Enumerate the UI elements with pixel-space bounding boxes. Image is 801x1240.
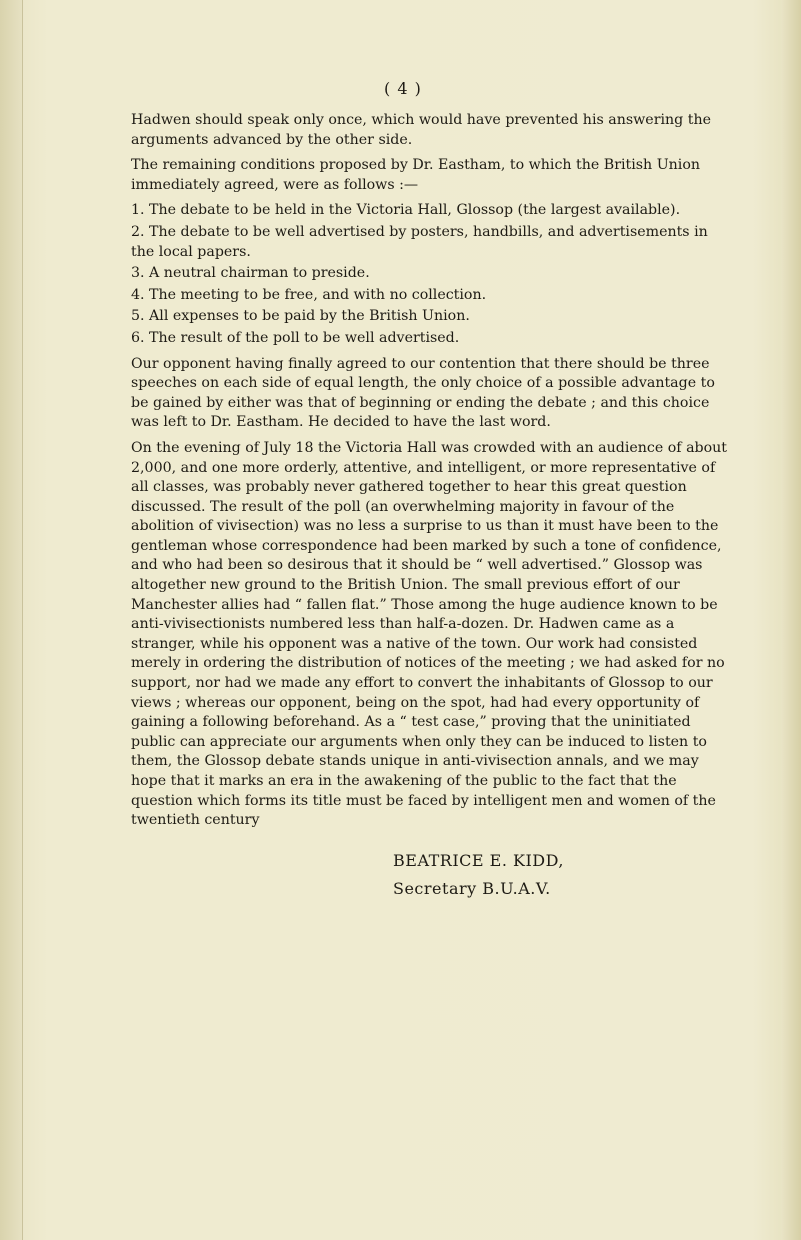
left-page-edge (0, 0, 23, 1240)
condition-item: 1. The debate to be held in the Victoria Hall, Glossop (the largest available). (131, 202, 681, 219)
evening-paragraph: On the evening of July 18 the Victoria Hall was crowded with an audience of about 2,000, and one more orderly, attentive, and intelligent, or more representative of all classes, was probably never gathered together to hear this great question discussed. The result of the poll (an overwhelming majority in favour of the abolition of vivisection) was no less a surprise to us than it must have been to the gentleman whose correspondence had been marked by such a tone of confidence, and who had been so desirous that it should be “ well advertised.” Glossop was altogether new ground to the British Union. The small previous effort of our Manchester allies had “ fallen flat.” Those among the huge audience known to be anti-vivisectionists numbered less than half-a-dozen. Dr. Hadwen came as a stranger, while his opponent was a native of the town. Our work had consisted merely in ordering the distribution of notices of the meeting ; we had asked for no support, nor had we made any effort to convert the inhabitants of Glossop to our views ; whereas our opponent, being on the spot, had had every opportunity of gaining a following beforehand. As a “ test case,” proving that the uninitiated public can appreciate our arguments when only they can be induced to listen to them, the Glossop debate stands unique in anti-vivisection annals, and we may hope that it marks an era in the awakening of the public to the fact that the question which forms its title must be faced by intelligent men and women of the twentieth century (131, 439, 727, 829)
condition-item: 4. The meeting to be free, and with no collection. (131, 286, 487, 303)
right-page-edge (781, 0, 801, 1240)
signature-title: Secretary B.U.A.V. (393, 878, 551, 898)
opponent-paragraph: Our opponent having finally agreed to our contention that there should be three speeches on each side of equal length, the only choice of a possible advantage to be gained by either was that of beginning or ending the debate ; and this choice was left to Dr. Eastham. He decided to have the last word. (131, 355, 715, 431)
signature-name: BEATRICE E. KIDD, (393, 850, 564, 870)
document-body (131, 111, 731, 901)
condition-item: 2. The debate to be well advertised by posters, handbills, and advertisements in the local papers. (131, 223, 708, 260)
condition-item: 6. The result of the poll to be well advertised. (131, 329, 460, 346)
signature-block (131, 849, 731, 901)
condition-item: 5. All expenses to be paid by the British Union. (131, 308, 470, 325)
conditions-intro: The remaining conditions proposed by Dr. Eastham, to which the British Union immediately agreed, were as follows :— (131, 157, 701, 193)
condition-item: 3. A neutral chairman to preside. (131, 265, 370, 282)
opening-paragraph: Hadwen should speak only once, which would have prevented his answering the arguments advanced by the other side. (131, 112, 711, 148)
page-number: ( 4 ) (384, 79, 422, 98)
conditions-list (131, 201, 731, 348)
